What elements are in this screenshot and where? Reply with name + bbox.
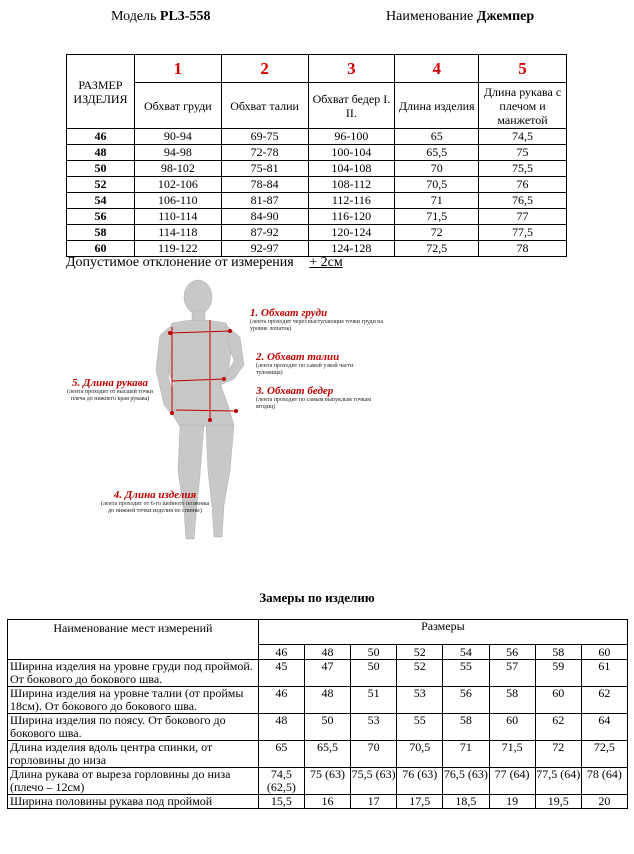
size-value-cell: 110-114: [134, 209, 221, 225]
size-value-cell: 102-106: [134, 177, 221, 193]
tolerance-note: [66, 255, 343, 271]
label-length-desc: (лента проходит от 6-го шейного позвонка до нижней точки изделия по спинке): [100, 501, 210, 514]
measurement-value: 59: [535, 660, 581, 687]
measurement-row: [8, 660, 628, 687]
measurement-value: 70: [351, 741, 397, 768]
size-column-header: 52: [397, 645, 443, 660]
col-label-3: Обхват бедер I. II.: [308, 83, 395, 129]
measurement-value: 74,5 (62,5): [258, 768, 304, 795]
tolerance-value: + 2см: [309, 255, 343, 270]
measurement-value: 20: [581, 795, 627, 809]
label-waist: [256, 351, 376, 377]
size-cell: 48: [67, 145, 135, 161]
name-value: Джемпер: [476, 9, 535, 24]
col-num-4: 4: [395, 55, 479, 83]
measurement-value: 52: [397, 660, 443, 687]
measurement-figure: [60, 275, 400, 575]
label-chest-desc: (лента проходит через выступающие точки груди на уровне лопаток): [250, 319, 384, 332]
measurement-value: 18,5: [443, 795, 489, 809]
size-value-cell: 70: [395, 161, 479, 177]
label-sleeve: [60, 377, 160, 403]
size-value-cell: 69-75: [221, 129, 308, 145]
measurement-value: 46: [258, 687, 304, 714]
measurement-value: 15,5: [258, 795, 304, 809]
model-label: Модель: [111, 9, 157, 24]
measurement-value: 61: [581, 660, 627, 687]
measurement-value: 65,5: [304, 741, 350, 768]
measurement-name: Длина изделия вдоль центра спинки, от горловины до низа: [8, 741, 259, 768]
size-value-cell: 70,5: [395, 177, 479, 193]
measurement-value: 78 (64): [581, 768, 627, 795]
measurement-value: 62: [581, 687, 627, 714]
measurement-value: 58: [489, 687, 535, 714]
measurement-name: Ширина изделия на уровне груди под проймой. От бокового до бокового шва.: [8, 660, 259, 687]
size-row: [67, 209, 567, 225]
size-cell: 46: [67, 129, 135, 145]
measurement-value: 77,5 (64): [535, 768, 581, 795]
size-value-cell: 90-94: [134, 129, 221, 145]
measurement-value: 76,5 (63): [443, 768, 489, 795]
measurement-value: 55: [443, 660, 489, 687]
product-name-header: [386, 9, 534, 25]
size-value-cell: 119-122: [134, 241, 221, 257]
col-num-2: 2: [221, 55, 308, 83]
col-num-3: 3: [308, 55, 395, 83]
tolerance-text: Допустимое отклонение от измерения: [66, 255, 294, 270]
measurement-row: [8, 795, 628, 809]
size-value-cell: 94-98: [134, 145, 221, 161]
measurement-value: 19: [489, 795, 535, 809]
measurement-value: 53: [351, 714, 397, 741]
label-hips-title: 3. Обхват бедер: [256, 385, 334, 397]
size-row: [67, 225, 567, 241]
size-cell: 52: [67, 177, 135, 193]
size-value-cell: 77,5: [479, 225, 567, 241]
size-column-header: 60: [581, 645, 627, 660]
measurement-value: 65: [258, 741, 304, 768]
measurement-value: 53: [397, 687, 443, 714]
size-row: [67, 161, 567, 177]
size-row: [67, 129, 567, 145]
measurement-value: 77 (64): [489, 768, 535, 795]
size-value-cell: 106-110: [134, 193, 221, 209]
label-hips-desc: (лента проходит по самым выпуклым точкам ягодиц): [256, 397, 372, 410]
measurement-value: 17: [351, 795, 397, 809]
measurement-name: Длина рукава от выреза горловины до низа (плечо – 12см): [8, 768, 259, 795]
size-value-cell: 74,5: [479, 129, 567, 145]
name-header: Наименование мест измерений: [8, 620, 259, 660]
measurement-name: Ширина половины рукава под проймой: [8, 795, 259, 809]
measurement-value: 60: [535, 687, 581, 714]
size-column-header: 46: [258, 645, 304, 660]
size-column-header: 58: [535, 645, 581, 660]
measurement-value: 19,5: [535, 795, 581, 809]
measurement-value: 58: [443, 714, 489, 741]
measurement-value: 72,5: [581, 741, 627, 768]
measurements-table: [7, 619, 628, 809]
size-column-header: 54: [443, 645, 489, 660]
size-value-cell: 98-102: [134, 161, 221, 177]
size-value-cell: 104-108: [308, 161, 395, 177]
sizes-header: Размеры: [258, 620, 627, 645]
size-value-cell: 72: [395, 225, 479, 241]
size-value-cell: 75-81: [221, 161, 308, 177]
label-waist-desc: (лента проходит по самой узкой части туловища): [256, 363, 354, 376]
measurement-value: 17,5: [397, 795, 443, 809]
col-label-2: Обхват талии: [221, 83, 308, 129]
size-value-cell: 116-120: [308, 209, 395, 225]
measurement-value: 48: [304, 687, 350, 714]
size-value-cell: 120-124: [308, 225, 395, 241]
size-value-cell: 72-78: [221, 145, 308, 161]
label-length-title: 4. Длина изделия: [113, 489, 197, 501]
model-value: PL3-558: [159, 9, 211, 24]
size-row: [67, 193, 567, 209]
measurement-value: 47: [304, 660, 350, 687]
size-value-cell: 65,5: [395, 145, 479, 161]
size-value-cell: 77: [479, 209, 567, 225]
measurement-value: 76 (63): [397, 768, 443, 795]
size-column-header: 48: [304, 645, 350, 660]
size-cell: 60: [67, 241, 135, 257]
label-length: [100, 489, 210, 515]
measurement-value: 60: [489, 714, 535, 741]
measurement-value: 16: [304, 795, 350, 809]
measurement-value: 70,5: [397, 741, 443, 768]
measurement-row: [8, 741, 628, 768]
name-label: Наименование: [386, 9, 474, 24]
measurement-row: [8, 768, 628, 795]
measurement-value: 71,5: [489, 741, 535, 768]
measurement-value: 56: [443, 687, 489, 714]
label-sleeve-desc: (лента проходит от высшей точки плеча до нижнего края рукава): [67, 389, 153, 402]
size-value-cell: 76,5: [479, 193, 567, 209]
size-value-cell: 124-128: [308, 241, 395, 257]
measurement-value: 48: [258, 714, 304, 741]
col-label-1: Обхват груди: [134, 83, 221, 129]
size-value-cell: 71,5: [395, 209, 479, 225]
label-hips: [256, 385, 386, 411]
size-value-cell: 78: [479, 241, 567, 257]
measurements-title: Замеры по изделию: [259, 590, 375, 605]
size-cell: 50: [67, 161, 135, 177]
size-cell: 58: [67, 225, 135, 241]
col-num-1: 1: [134, 55, 221, 83]
label-chest-title: 1. Обхват груди: [250, 307, 328, 319]
measurement-value: 50: [351, 660, 397, 687]
size-value-cell: 100-104: [308, 145, 395, 161]
measurement-row: [8, 687, 628, 714]
size-value-cell: 71: [395, 193, 479, 209]
size-cell: 54: [67, 193, 135, 209]
measurement-value: 45: [258, 660, 304, 687]
measurement-value: 55: [397, 714, 443, 741]
size-value-cell: 108-112: [308, 177, 395, 193]
size-value-cell: 76: [479, 177, 567, 193]
measurement-value: 57: [489, 660, 535, 687]
measurement-value: 72: [535, 741, 581, 768]
measurement-value: 51: [351, 687, 397, 714]
size-value-cell: 75: [479, 145, 567, 161]
size-value-cell: 92-97: [221, 241, 308, 257]
label-waist-title: 2. Обхват талии: [256, 351, 340, 363]
measurement-name: Ширина изделия на уровне талии (от проймы 18см). От бокового до бокового шва.: [8, 687, 259, 714]
label-chest: [250, 307, 390, 333]
size-column-header: 50: [351, 645, 397, 660]
size-value-cell: 84-90: [221, 209, 308, 225]
size-value-cell: 87-92: [221, 225, 308, 241]
measurement-row: [8, 714, 628, 741]
measurement-value: 71: [443, 741, 489, 768]
size-value-cell: 81-87: [221, 193, 308, 209]
size-value-cell: 78-84: [221, 177, 308, 193]
model-header: [111, 9, 210, 25]
col-label-4: Длина изделия: [395, 83, 479, 129]
size-value-cell: 65: [395, 129, 479, 145]
size-row: [67, 177, 567, 193]
size-value-cell: 96-100: [308, 129, 395, 145]
size-value-cell: 114-118: [134, 225, 221, 241]
size-cell: 56: [67, 209, 135, 225]
measurement-value: 62: [535, 714, 581, 741]
size-row: [67, 145, 567, 161]
size-column-header: 56: [489, 645, 535, 660]
size-value-cell: 75,5: [479, 161, 567, 177]
label-sleeve-title: 5. Длина рукава: [71, 377, 148, 389]
col-label-5: Длина рукава с плечом и манжетой: [479, 83, 567, 129]
size-table: [66, 54, 567, 257]
measurement-value: 50: [304, 714, 350, 741]
measurement-name: Ширина изделия по поясу. От бокового до бокового шва.: [8, 714, 259, 741]
col-num-5: 5: [479, 55, 567, 83]
measurement-value: 75,5 (63): [351, 768, 397, 795]
size-value-cell: 72,5: [395, 241, 479, 257]
measurement-value: 64: [581, 714, 627, 741]
measurement-value: 75 (63): [304, 768, 350, 795]
size-value-cell: 112-116: [308, 193, 395, 209]
size-header: РАЗМЕР ИЗДЕЛИЯ: [67, 55, 135, 129]
